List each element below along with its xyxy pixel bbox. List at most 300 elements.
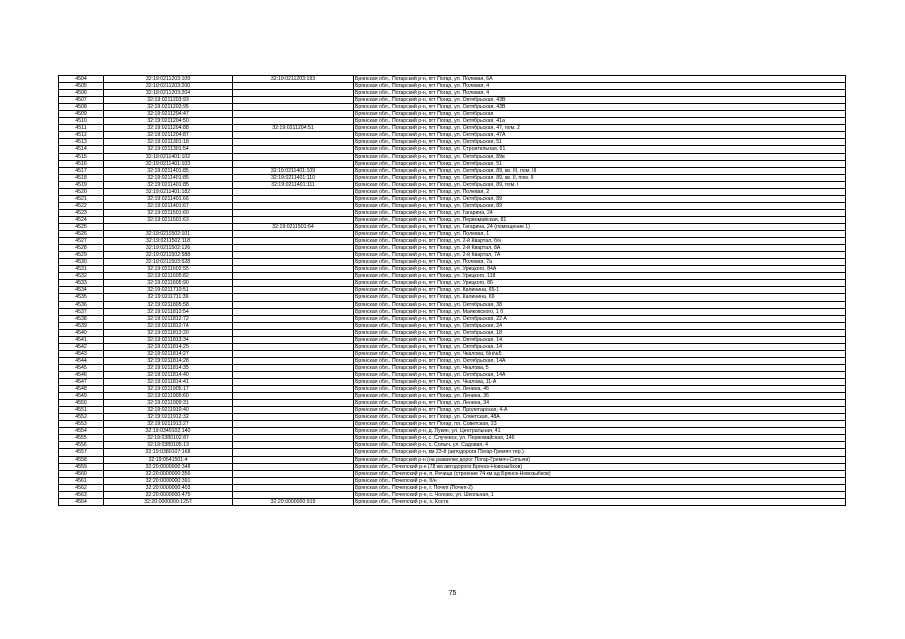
table-row — [59, 202, 846, 209]
row-number-cell: 4541 — [59, 336, 104, 343]
cadastral-number-cell: 32:20:0000000:356 — [104, 470, 233, 477]
address-cell: Брянская обл., Погарский р-н, пгт Погар, ул. Октябрьская, 14А — [354, 371, 846, 378]
table-row — [59, 435, 846, 442]
table-row — [59, 139, 846, 146]
address-cell: Брянская обл., Погарский р-н, пгт Погар, ул. Октябрьская, 47, пом. 2 — [354, 125, 846, 132]
row-number-cell: 4562 — [59, 484, 104, 491]
cadastral-number-cell: 32:19:0211711:39 — [104, 294, 233, 301]
cadastral-number-cell: 32:19:0211401:67 — [104, 202, 233, 209]
address-cell: Брянская обл., Погарский р-н, пгт Погар, ул. Октябрьская, 14 — [354, 343, 846, 350]
address-cell: Брянская обл., Погарский р-н, пгт Погар, ул. Полевая, 4 — [354, 90, 846, 97]
table-row — [59, 386, 846, 393]
table-row — [59, 195, 846, 202]
row-number-cell: 4548 — [59, 386, 104, 393]
related-cadastral-number-cell — [233, 421, 354, 428]
table-row — [59, 456, 846, 463]
address-cell: Брянская обл., Почепский р-н (78 км автодороги Брянск-Новозыбков) — [354, 463, 846, 470]
table-row — [59, 238, 846, 245]
table-row — [59, 287, 846, 294]
table-row — [59, 104, 846, 111]
related-cadastral-number-cell — [233, 400, 354, 407]
row-number-cell: 4521 — [59, 195, 104, 202]
related-cadastral-number-cell — [233, 146, 354, 153]
cadastral-number-cell: 32:19:0211401:103 — [104, 160, 233, 167]
address-cell: Брянская обл., Почепский р-н, б/н — [354, 477, 846, 484]
table-row — [59, 294, 846, 301]
address-cell: Брянская обл., Погарский р-н, пгт Погар, ул. 2-й Квартал, б/н — [354, 238, 846, 245]
related-cadastral-number-cell — [233, 245, 354, 252]
table-row — [59, 97, 846, 104]
address-cell: Брянская обл., Погарский р-н, пгт Погар, ул. Полевая, 2 — [354, 188, 846, 195]
row-number-cell: 4554 — [59, 428, 104, 435]
cadastral-number-cell: 32:19:0211203:204 — [104, 90, 233, 97]
table-row — [59, 273, 846, 280]
registry-table — [58, 75, 846, 506]
cadastral-number-cell: 32:20:0000000:403 — [104, 484, 233, 491]
cadastral-number-cell: 32:19:0211814:28 — [104, 357, 233, 364]
row-number-cell: 4544 — [59, 357, 104, 364]
cadastral-number-cell: 32:19:0211301:54 — [104, 146, 233, 153]
row-number-cell: 4526 — [59, 231, 104, 238]
cadastral-number-cell: 32:19:0211503:528 — [104, 259, 233, 266]
address-cell: Брянская обл., Погарский р-н, пгт Погар, ул. 2-й Квартал, 8А — [354, 245, 846, 252]
cadastral-number-cell: 32:19:0211814:27 — [104, 350, 233, 357]
cadastral-number-cell: 32:20:0000000:475 — [104, 491, 233, 498]
related-cadastral-number-cell — [233, 287, 354, 294]
related-cadastral-number-cell — [233, 209, 354, 216]
row-number-cell: 4536 — [59, 301, 104, 308]
table-row — [59, 90, 846, 97]
related-cadastral-number-cell — [233, 111, 354, 118]
address-cell: Брянская обл., Погарский р-н, пгт Погар, ул. Ленина, 34 — [354, 400, 846, 407]
address-cell: Брянская обл., Погарский р-н, пгт Погар, ул. Октябрьская, 89 — [354, 195, 846, 202]
related-cadastral-number-cell — [233, 435, 354, 442]
table-row — [59, 484, 846, 491]
cadastral-number-cell: 32:19:0211203:95 — [104, 104, 233, 111]
row-number-cell: 4539 — [59, 322, 104, 329]
cadastral-number-cell: 32:19:0211502:588 — [104, 252, 233, 259]
related-cadastral-number-cell — [233, 379, 354, 386]
table-row — [59, 428, 846, 435]
cadastral-number-cell: 32:19:0211401:85 — [104, 174, 233, 181]
row-number-cell: 4530 — [59, 259, 104, 266]
address-cell: Брянская обл., Погарский р-н, пгт Погар, ул. Октябрьская, 47А — [354, 132, 846, 139]
address-cell: Брянская обл., Погарский р-н, пгт Погар, ул. Полевая, 7а — [354, 259, 846, 266]
row-number-cell: 4533 — [59, 280, 104, 287]
related-cadastral-number-cell — [233, 153, 354, 160]
table-row — [59, 223, 846, 230]
row-number-cell: 4508 — [59, 104, 104, 111]
address-cell: Брянская обл., Погарский р-н, пгт Погар, ул. Полевая, 4 — [354, 83, 846, 90]
table-row — [59, 364, 846, 371]
row-number-cell: 4535 — [59, 294, 104, 301]
table-row — [59, 463, 846, 470]
related-cadastral-number-cell — [233, 470, 354, 477]
cadastral-number-cell: 32:19:0380102:87 — [104, 435, 233, 442]
cadastral-number-cell: 32:19:0211812:74 — [104, 322, 233, 329]
related-cadastral-number-cell — [233, 83, 354, 90]
cadastral-number-cell: 32:19:0211814:40 — [104, 371, 233, 378]
address-cell: Брянская обл., Погарский р-н, с. Случевск, ул. Первомайская, 146 — [354, 435, 846, 442]
table-row — [59, 153, 846, 160]
cadastral-number-cell: 32:19:0211813:34 — [104, 336, 233, 343]
table-row — [59, 188, 846, 195]
table-row — [59, 371, 846, 378]
table-row — [59, 308, 846, 315]
cadastral-number-cell: 32:19:0211812:54 — [104, 308, 233, 315]
related-cadastral-number-cell — [233, 308, 354, 315]
related-cadastral-number-cell: 32:19:0211401:111 — [233, 181, 354, 188]
table-row — [59, 76, 846, 83]
table-row — [59, 280, 846, 287]
row-number-cell: 4507 — [59, 97, 104, 104]
table-row — [59, 470, 846, 477]
related-cadastral-number-cell — [233, 393, 354, 400]
row-number-cell: 4553 — [59, 421, 104, 428]
address-cell: Брянская обл., Погарский р-н, пгт Погар, ул. Ленина, 46 — [354, 386, 846, 393]
related-cadastral-number-cell — [233, 160, 354, 167]
cadastral-number-cell: 32:19:0211812:72 — [104, 315, 233, 322]
cadastral-number-cell: 32:19:0211814:35 — [104, 364, 233, 371]
related-cadastral-number-cell — [233, 188, 354, 195]
table-row — [59, 421, 846, 428]
related-cadastral-number-cell — [233, 371, 354, 378]
address-cell: Брянская обл., Погарский р-н, пгт Погар, ул. Полевая, 6А — [354, 76, 846, 83]
related-cadastral-number-cell — [233, 118, 354, 125]
related-cadastral-number-cell — [233, 97, 354, 104]
related-cadastral-number-cell — [233, 238, 354, 245]
address-cell: Брянская обл., Погарский р-н, пгт Погар, ул. Октябрьская, 38 — [354, 301, 846, 308]
cadastral-number-cell: 32:19:0211203:200 — [104, 83, 233, 90]
table-row — [59, 477, 846, 484]
table-row — [59, 407, 846, 414]
cadastral-number-cell: 32:19:0211805:58 — [104, 301, 233, 308]
related-cadastral-number-cell — [233, 442, 354, 449]
address-cell: Брянская обл., Погарский р-н, пгт Погар, ул. Пролетарская, 4-А — [354, 407, 846, 414]
address-cell: Брянская обл., Погарский р-н, пгт Погар, ул. Октябрьская, 41а — [354, 118, 846, 125]
related-cadastral-number-cell — [233, 104, 354, 111]
related-cadastral-number-cell — [233, 266, 354, 273]
cadastral-number-cell: 32:19:0211602:55 — [104, 266, 233, 273]
address-cell: Брянская обл., Погарский р-н, пгт Погар, ул. Чкалова, б/н№5 — [354, 350, 846, 357]
row-number-cell: 4511 — [59, 125, 104, 132]
table-row — [59, 350, 846, 357]
address-cell: Брянская обл., Погарский р-н, пгт Погар, ул. Октябрьская, 51 — [354, 160, 846, 167]
address-cell: Брянская обл., Почепский р-н, г. Почеп (Почеп-2) — [354, 484, 846, 491]
cadastral-number-cell: 32:19:0211909:31 — [104, 400, 233, 407]
row-number-cell: 4551 — [59, 407, 104, 414]
table-row — [59, 400, 846, 407]
address-cell: Брянская обл., Погарский р-н, пгт Погар, ул. Первомайская, 81 — [354, 216, 846, 223]
cadastral-number-cell: 32:19:0211905:60 — [104, 393, 233, 400]
related-cadastral-number-cell — [233, 273, 354, 280]
address-cell: Брянская обл., Погарский р-н, пгт Погар, ул. Гагарина, 24 (помещение 1) — [354, 223, 846, 230]
table-row — [59, 336, 846, 343]
table-row — [59, 414, 846, 421]
related-cadastral-number-cell: 32:19:0211204:51 — [233, 125, 354, 132]
row-number-cell: 4516 — [59, 160, 104, 167]
row-number-cell: 4549 — [59, 393, 104, 400]
cadastral-number-cell: 32:20:0000000:348 — [104, 463, 233, 470]
row-number-cell: 4519 — [59, 181, 104, 188]
table-row — [59, 83, 846, 90]
row-number-cell: 4557 — [59, 449, 104, 456]
row-number-cell: 4523 — [59, 209, 104, 216]
row-number-cell: 4529 — [59, 252, 104, 259]
address-cell: Брянская обл., Погарский р-н, км 23-й (автодорога Погар-Гремяч тер.) — [354, 449, 846, 456]
address-cell: Брянская обл., Погарский р-н, пгт Погар, ул. Октябрьская, 14А — [354, 357, 846, 364]
row-number-cell: 4524 — [59, 216, 104, 223]
row-number-cell: 4509 — [59, 111, 104, 118]
table-row — [59, 125, 846, 132]
row-number-cell: 4534 — [59, 287, 104, 294]
address-cell: Брянская обл., Погарский р-н, пгт Погар, ул. Октябрьская, 89в — [354, 153, 846, 160]
row-number-cell: 4522 — [59, 202, 104, 209]
table-row — [59, 343, 846, 350]
related-cadastral-number-cell — [233, 414, 354, 421]
row-number-cell: 4560 — [59, 470, 104, 477]
related-cadastral-number-cell — [233, 336, 354, 343]
cadastral-number-cell: 32:19:0211910:40 — [104, 407, 233, 414]
row-number-cell: 4559 — [59, 463, 104, 470]
row-number-cell: 4552 — [59, 414, 104, 421]
cadastral-number-cell: 32:19:0211814:41 — [104, 379, 233, 386]
cadastral-number-cell: 32:19:0211501:60 — [104, 209, 233, 216]
table-row — [59, 216, 846, 223]
table-row — [59, 111, 846, 118]
address-cell: Брянская обл., Погарский р-н, пгт Погар, ул. Октябрьская, 89, кв. III, пом. III — [354, 167, 846, 174]
table-row — [59, 301, 846, 308]
row-number-cell: 4556 — [59, 442, 104, 449]
address-cell: Брянская обл., Погарский р-н, пгт Погар, ул. Ленина, 36 — [354, 393, 846, 400]
related-cadastral-number-cell — [233, 456, 354, 463]
related-cadastral-number-cell — [233, 343, 354, 350]
cadastral-number-cell: 32:19:0211502:101 — [104, 231, 233, 238]
row-number-cell: 4540 — [59, 329, 104, 336]
cadastral-number-cell: 32:19:0541501:4 — [104, 456, 233, 463]
address-cell: Брянская обл., Погарский р-н, пгт Погар, ул. Советская, 48А — [354, 414, 846, 421]
page-number: 75 — [448, 590, 457, 597]
related-cadastral-number-cell — [233, 202, 354, 209]
row-number-cell: 4547 — [59, 379, 104, 386]
row-number-cell: 4505 — [59, 83, 104, 90]
related-cadastral-number-cell — [233, 216, 354, 223]
cadastral-number-cell: 32:19:0211401:66 — [104, 195, 233, 202]
related-cadastral-number-cell — [233, 301, 354, 308]
address-cell: Брянская обл., Погарский р-н, пгт Погар, ул. Октябрьская, 14 — [354, 336, 846, 343]
cadastral-number-cell: 32:19:0211502:126 — [104, 245, 233, 252]
related-cadastral-number-cell — [233, 463, 354, 470]
cadastral-number-cell: 32:20:0000000:1257 — [104, 498, 233, 505]
table-row — [59, 266, 846, 273]
table-row — [59, 245, 846, 252]
related-cadastral-number-cell — [233, 90, 354, 97]
cadastral-number-cell: 32:19:0211905:17 — [104, 386, 233, 393]
row-number-cell: 4518 — [59, 174, 104, 181]
related-cadastral-number-cell — [233, 259, 354, 266]
address-cell: Брянская обл., Погарский р-н, пгт Погар, ул. Маяковского, 1 б — [354, 308, 846, 315]
row-number-cell: 4563 — [59, 491, 104, 498]
cadastral-number-cell: 32:19:0211913:27 — [104, 421, 233, 428]
cadastral-number-cell: 32:19:0211605:90 — [104, 280, 233, 287]
address-cell: Брянская обл., Погарский р-н, пгт Погар, ул. Чкалова, 11-А — [354, 379, 846, 386]
cadastral-number-cell: 32:19:0211203:93 — [104, 97, 233, 104]
address-cell: Брянская обл., Погарский р-н, пгт Погар, ул. Октябрьская, 43В — [354, 104, 846, 111]
row-number-cell: 4542 — [59, 343, 104, 350]
table-row — [59, 357, 846, 364]
address-cell: Брянская обл., Погарский р-н, пгт Погар, ул. 2-й Квартал, 7А — [354, 252, 846, 259]
row-number-cell: 4545 — [59, 364, 104, 371]
cadastral-number-cell: 32:20:0000000:391 — [104, 477, 233, 484]
related-cadastral-number-cell — [233, 477, 354, 484]
row-number-cell: 4537 — [59, 308, 104, 315]
related-cadastral-number-cell — [233, 294, 354, 301]
table-row — [59, 449, 846, 456]
cadastral-number-cell: 32:19:0211605:82 — [104, 273, 233, 280]
table-row — [59, 259, 846, 266]
related-cadastral-number-cell: 32:20:0000000:919 — [233, 498, 354, 505]
related-cadastral-number-cell — [233, 386, 354, 393]
row-number-cell: 4513 — [59, 139, 104, 146]
cadastral-number-cell: 32:19:0380107:168 — [104, 449, 233, 456]
address-cell: Брянская обл., Погарский р-н, пгт Погар, ул. Урицкого, 86 — [354, 280, 846, 287]
table-row — [59, 393, 846, 400]
address-cell: Брянская обл., Погарский р-н, пгт Погар, ул. Октябрьская — [354, 111, 846, 118]
table-row — [59, 379, 846, 386]
address-cell: Брянская обл., Погарский р-н, пгт Погар, ул. Урицкого, 84А — [354, 266, 846, 273]
related-cadastral-number-cell: 32:19:0211501:64 — [233, 223, 354, 230]
cadastral-number-cell: 32:19:0211814:25 — [104, 343, 233, 350]
address-cell: Брянская обл., Погарский р-н (на развилке дорог Погар-Гремяч-Сопычи) — [354, 456, 846, 463]
related-cadastral-number-cell — [233, 350, 354, 357]
related-cadastral-number-cell — [233, 357, 354, 364]
cadastral-number-cell: 32:19:0211401:182 — [104, 188, 233, 195]
row-number-cell: 4561 — [59, 477, 104, 484]
address-cell: Брянская обл., Погарский р-н, пгт Погар, ул. Калинина, 65-1 — [354, 287, 846, 294]
address-cell: Брянская обл., Погарский р-н, с. Сопыч, ул. Садовая, 4 — [354, 442, 846, 449]
related-cadastral-number-cell — [233, 449, 354, 456]
table-row — [59, 118, 846, 125]
table-row — [59, 252, 846, 259]
related-cadastral-number-cell — [233, 364, 354, 371]
cadastral-number-cell: 32:19:0340102:140 — [104, 428, 233, 435]
table-row — [59, 160, 846, 167]
row-number-cell: 4531 — [59, 266, 104, 273]
row-number-cell: 4555 — [59, 435, 104, 442]
related-cadastral-number-cell — [233, 132, 354, 139]
address-cell: Брянская обл., Погарский р-н, пгт Погар, ул. Гагарина, 24 — [354, 209, 846, 216]
row-number-cell: 4528 — [59, 245, 104, 252]
cadastral-number-cell: 32:19:0211401:85 — [104, 181, 233, 188]
table-row — [59, 498, 846, 505]
related-cadastral-number-cell: 32:19:0211203:193 — [233, 76, 354, 83]
cadastral-number-cell: 32:19:0211204:87 — [104, 132, 233, 139]
related-cadastral-number-cell — [233, 280, 354, 287]
address-cell: Брянская обл., Погарский р-н, пгт Погар, ул. Строительная, 61 — [354, 146, 846, 153]
cadastral-number-cell: 32:19:0211203:109 — [104, 76, 233, 83]
row-number-cell: 4514 — [59, 146, 104, 153]
cadastral-number-cell: 32:19:0211502:118 — [104, 238, 233, 245]
row-number-cell: 4515 — [59, 153, 104, 160]
address-cell: Брянская обл., Погарский р-н, пгт Погар, ул. Чкалова, 5 — [354, 364, 846, 371]
address-cell: Брянская обл., Погарский р-н, пгт Погар, ул. Урицкого, 118 — [354, 273, 846, 280]
cadastral-number-cell: 32:19:0211204:47 — [104, 111, 233, 118]
table-row — [59, 231, 846, 238]
row-number-cell: 4550 — [59, 400, 104, 407]
row-number-cell: 4564 — [59, 498, 104, 505]
table-row — [59, 322, 846, 329]
address-cell: Брянская обл., Почепский р-н, х. Коста — [354, 498, 846, 505]
table-row — [59, 491, 846, 498]
related-cadastral-number-cell: 32:19:0211401:109 — [233, 167, 354, 174]
row-number-cell: 4520 — [59, 188, 104, 195]
row-number-cell: 4558 — [59, 456, 104, 463]
address-cell: Брянская обл., Погарский р-н, пгт Погар, ул. Октябрьская, 24 — [354, 322, 846, 329]
table-row — [59, 132, 846, 139]
related-cadastral-number-cell — [233, 195, 354, 202]
address-cell: Брянская обл., Погарский р-н, пгт Погар, ул. Октябрьская, 51 — [354, 139, 846, 146]
address-cell: Брянская обл., Погарский р-н, пгт Погар, ул. Октябрьская, 18 — [354, 329, 846, 336]
cadastral-number-cell: 32:19:0211813:20 — [104, 329, 233, 336]
cadastral-number-cell: 32:19:0211204:50 — [104, 118, 233, 125]
cadastral-number-cell: 32:19:0380105:13 — [104, 442, 233, 449]
cadastral-number-cell — [104, 223, 233, 230]
table-row — [59, 146, 846, 153]
row-number-cell: 4510 — [59, 118, 104, 125]
row-number-cell: 4543 — [59, 350, 104, 357]
related-cadastral-number-cell — [233, 322, 354, 329]
registry-table-body — [59, 76, 846, 506]
address-cell: Брянская обл., Погарский р-н, пгт Погар, ул. Полевая, 1 — [354, 231, 846, 238]
table-row — [59, 174, 846, 181]
cadastral-number-cell: 32:19:0211401:85 — [104, 167, 233, 174]
table-row — [59, 167, 846, 174]
related-cadastral-number-cell — [233, 484, 354, 491]
cadastral-number-cell: 32:19:0211710:51 — [104, 287, 233, 294]
row-number-cell: 4517 — [59, 167, 104, 174]
address-cell: Брянская обл., Погарский р-н, пгт Погар, ул. Октябрьская, 89, пом. I — [354, 181, 846, 188]
cadastral-number-cell: 32:19:0211204:88 — [104, 125, 233, 132]
address-cell: Брянская обл., Погарский р-н, пгт Погар, ул. Калинина, 69 — [354, 294, 846, 301]
address-cell: Брянская обл., Погарский р-н, пгт Погар, ул. Октябрьская, 43В — [354, 97, 846, 104]
related-cadastral-number-cell — [233, 428, 354, 435]
row-number-cell: 4532 — [59, 273, 104, 280]
related-cadastral-number-cell — [233, 252, 354, 259]
address-cell: Брянская обл., Погарский р-н, пгт Погар, ул. Октябрьская, 89, кв. II, пом. II — [354, 174, 846, 181]
row-number-cell: 4546 — [59, 371, 104, 378]
related-cadastral-number-cell — [233, 231, 354, 238]
table-row — [59, 315, 846, 322]
address-cell: Брянская обл., Почепский р-н, с. Чолово, ул. Школьная, 1 — [354, 491, 846, 498]
address-cell: Брянская обл., Погарский р-н, пгт Погар, ул. Октябрьская, 89 — [354, 202, 846, 209]
row-number-cell: 4538 — [59, 315, 104, 322]
table-row — [59, 442, 846, 449]
related-cadastral-number-cell — [233, 491, 354, 498]
address-cell: Брянская обл., Погарский р-н, д. Лукин, ул. Центральная, 41 — [354, 428, 846, 435]
related-cadastral-number-cell — [233, 329, 354, 336]
row-number-cell: 4506 — [59, 90, 104, 97]
cadastral-number-cell: 32:19:0211501:63 — [104, 216, 233, 223]
row-number-cell: 4525 — [59, 223, 104, 230]
address-cell: Брянская обл., Погарский р-н, пгт Погар, пл. Советская, 23 — [354, 421, 846, 428]
table-row — [59, 329, 846, 336]
related-cadastral-number-cell — [233, 407, 354, 414]
row-number-cell: 4527 — [59, 238, 104, 245]
address-cell: Брянская обл., Почепский р-н, п. Речица (строение 74 км ад Брянск-Новозыбков) — [354, 470, 846, 477]
related-cadastral-number-cell — [233, 139, 354, 146]
row-number-cell: 4504 — [59, 76, 104, 83]
address-cell: Брянская обл., Погарский р-н, пгт Погар, ул. Октябрьская, 22 А — [354, 315, 846, 322]
